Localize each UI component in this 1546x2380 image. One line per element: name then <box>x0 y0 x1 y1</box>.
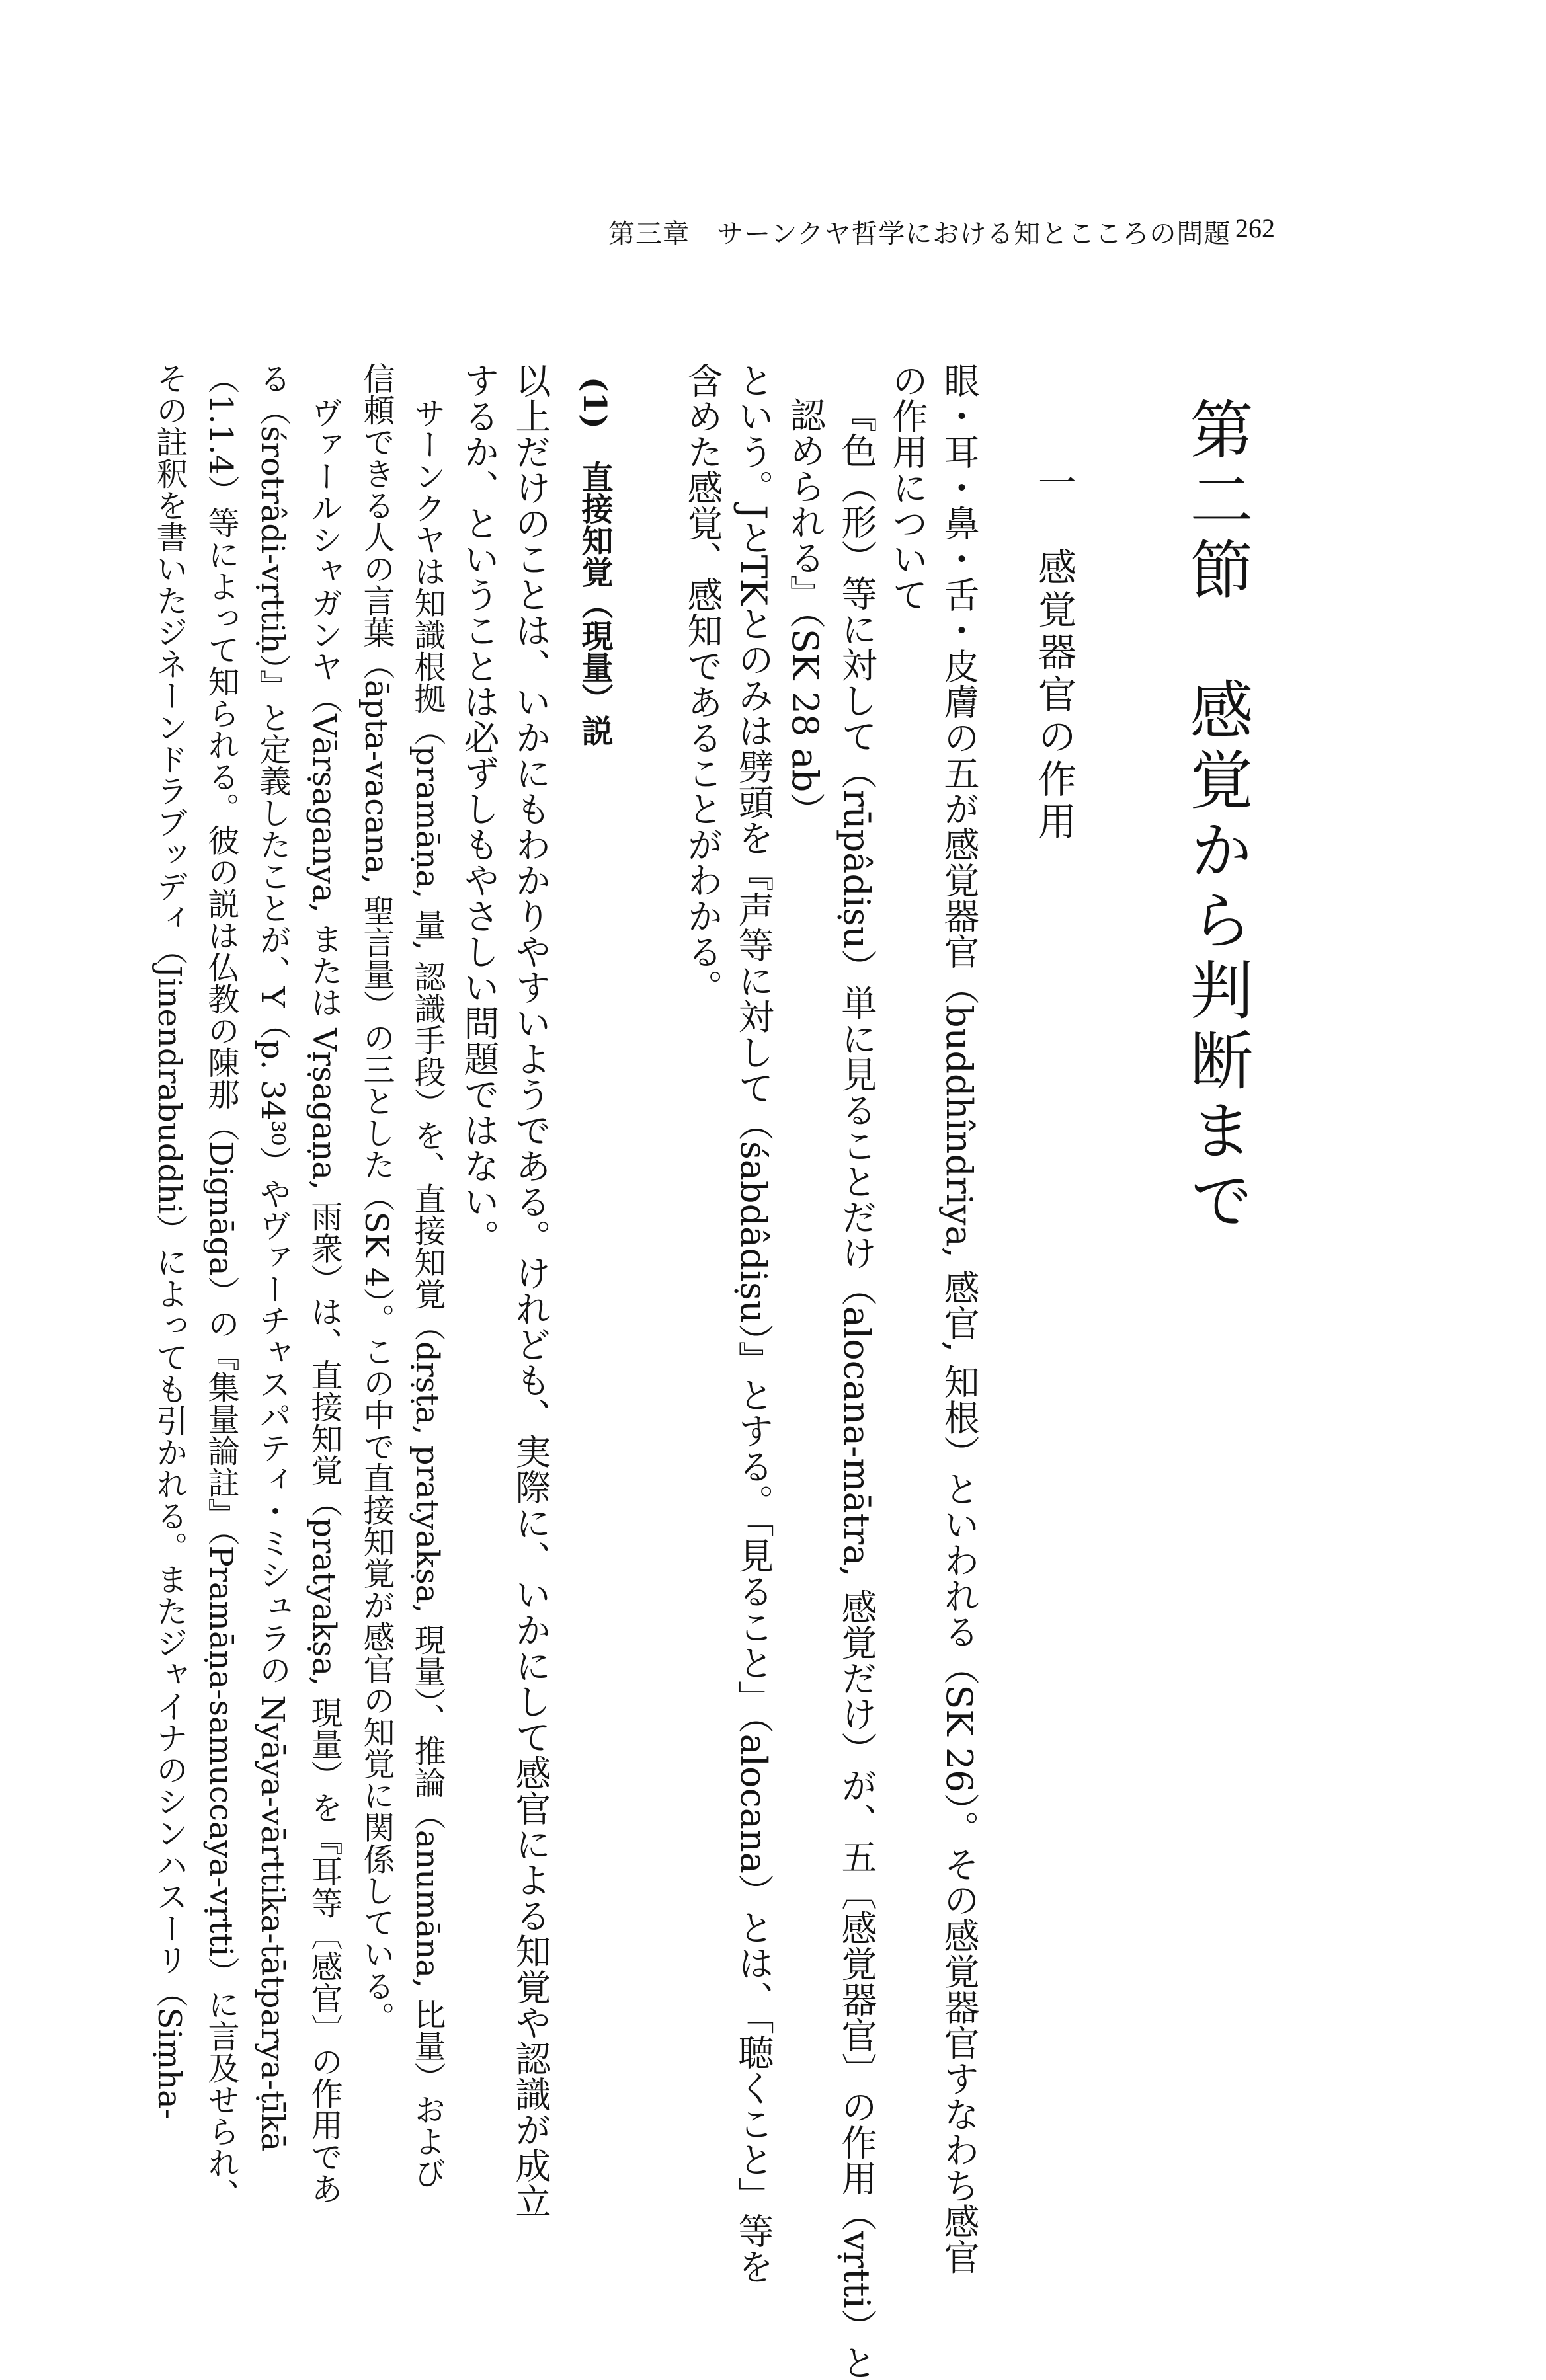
body-column-12: その註釈を書いたジネーンドラブッディ（Jinendrabuddhi）によっても引かれる。またジャイナのシンハスーリ（Siṃha- <box>151 362 188 2120</box>
page-number: 262 <box>1235 214 1275 243</box>
subheading: (1) 直接知覚（現量）説 <box>576 377 613 746</box>
body-column-10: る（śrotrâdi-vṛttiḥ）』と定義したことが、Y（p. 34³⁰）やヴァーチャスパティ・ミシュラの Nyāya-vārttika-tātparya-ṭīkā <box>254 362 291 2152</box>
running-header: 第三章 サーンクヤ哲学における知とこころの問題 <box>608 219 1231 249</box>
body-column-8: 信頼できる人の言葉（āpta-vacana, 聖言量）の三とした（SK 4）。この中で直接知覚が感官の知覚に関係している。 <box>358 362 395 2034</box>
quote-column-1: 『色（形）等に対して（rūpâdiṣu）単に見ることだけ（alocana-mātra, 感覚だけ）が、五〔感覚器官〕の作用（vṛtti）と <box>836 397 877 2380</box>
body-column-6: するか、ということは必ずしもやさしい問題ではない。 <box>458 362 500 1255</box>
body-column-9: ヴァールシャガンヤ（Vārṣaganya, または Vṛṣagaṇa, 雨衆）は、直接知覚（pratyakṣa, 現量）を『耳等〔感官〕の作用であ <box>305 397 343 2204</box>
body-column-3: という。JとTKとのみは劈頭を『声等に対して（śabdâdiṣu）』とする。「見ること」（alocana）とは、「聴くこと」等を <box>733 362 774 2284</box>
body-column-5: 以上だけのことは、いかにもわかりやすいようである。けれども、実際に、いかにして感官による知覚や認識が成立 <box>510 362 551 2219</box>
body-column-2: の作用について <box>887 362 928 612</box>
body-column-11: （1.1.4）等によって知られる。彼の説は仏教の陳那（Dignāga）の『集量論註』（Pramāṇa-samuccaya-vṛtti）に言及せられ、 <box>202 362 239 2211</box>
subsection-title: 一 感覚器官の作用 <box>1032 463 1077 844</box>
section-title: 第二節 感覚から判断まで <box>1180 397 1254 1238</box>
body-column-1: 眼・耳・鼻・舌・皮膚の五が感覚器官（buddhîndriya, 感官, 知根）といわれる（SK 26）。その感覚器官すなわち感官 <box>938 362 980 2275</box>
body-column-7: サーンクヤは知識根拠（pramāṇa, 量, 認識手段）を、直接知覚（dṛṣṭa, pratyakṣa, 現量）、推論（anumāna, 比量）および <box>409 397 446 2189</box>
body-column-4: 含めた感覚、感知であることがわかる。 <box>682 362 723 1005</box>
quote-column-2: 認められる』（SK 28 ab） <box>784 397 826 828</box>
